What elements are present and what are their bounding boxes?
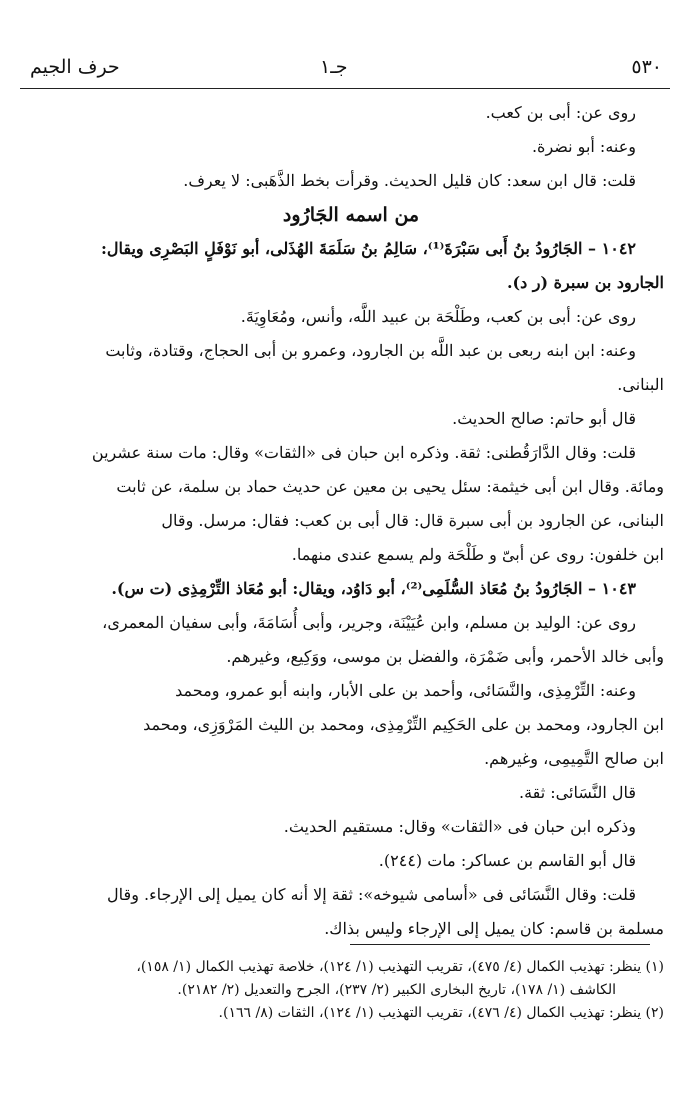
narrators-1043-line3: ابن صالح التَّمِيمِى، وغيرهم.	[484, 749, 664, 768]
section-heading: من اسمه الجَارُود	[282, 204, 420, 226]
abu-hatim-1042: قال أبو حاتم: صالح الحديث.	[452, 409, 636, 428]
ibn-hibban-1043: وذكره ابن حبان فى «الثقات» وقال: مستقيم الحديث.	[283, 817, 636, 836]
header-rule	[20, 88, 670, 89]
narrators-1043-line2: ابن الجارود، ومحمد بن على الحَكِيم التِّرْمِذِى، ومحمد بن الليث المَرْوَزِى، ومحمد	[143, 715, 664, 734]
entry-1042-title-line2: الجارود بن سبرة (ر د).	[506, 273, 664, 292]
note-1043-line1: قلت: وقال النَّسَائى فى «أسامى شيوخه»: ثقة إلا أنه كان يميل إلى الإرجاء. وقال	[107, 885, 636, 904]
footnote-1-line2: الكاشف (١/ ١٧٨)، تاريخ البخارى الكبير (٢/ ٢٣٧)، الجرح والتعديل (٢/ ٢١٨٢).	[177, 982, 616, 998]
note-1041: قلت: قال ابن سعد: كان قليل الحديث. وقرأت بخط الذَّهَبى: لا يعرف.	[183, 171, 636, 190]
nasai-1043: قال النَّسَائى: ثقة.	[518, 783, 636, 802]
ibn-asakir-1043: قال أبو القاسم بن عساكر: مات (٢٤٤).	[378, 851, 636, 870]
footnote-2: (٢) ينظر: تهذيب الكمال (٤/ ٤٧٦)، تقريب التهذيب (١/ ١٢٤)، الثقات (٨/ ١٦٦).	[218, 1005, 664, 1021]
footnote-rule	[350, 944, 650, 945]
page-number: ٥٣٠	[631, 56, 662, 78]
footnotes	[22, 956, 664, 1025]
running-header	[20, 50, 670, 86]
narrators-1041: وعنه: أبو نضرة.	[531, 137, 636, 156]
footnote-1-line1: (١) ينظر: تهذيب الكمال (٤/ ٤٧٥)، تقريب التهذيب (١/ ١٢٤)، خلاصة تهذيب الكمال (١/ ١٥٨)،	[136, 959, 664, 975]
note-1042-line2: ومائة. وقال ابن أبى خيثمة: سئل يحيى بن معين عن حديث حماد بن سلمة، عن ثابت	[116, 477, 664, 496]
note-1042-line1: قلت: وقال الدَّارَقُطنى: ثقة. وذكره ابن حبان فى «الثقات» وقال: مات سنة عشرين	[91, 443, 636, 462]
entry-1043-title: ١٠٤٣ – الجَارُودُ بنُ مُعَاذ السُّلَمِى⁽²⁾، أبو دَاوُد، ويقال: أبو مُعَاذ التِّرْمِذِى (ت س).	[111, 579, 636, 598]
narrators-1042-line1: وعنه: ابن ابنه ربعى بن عبد اللَّه بن الجارود، وعمرو بن أبى الحجاج، وقتادة، وثابت	[105, 341, 636, 360]
narrators-1042-line2: البنانى.	[617, 375, 664, 394]
entry-1042-title-line1: ١٠٤٢ – الجَارُودُ بنُ أَبى سَبْرَةَ⁽¹⁾، سَالِمُ بنُ سَلَمَةَ الهُذَلى، أبو نَوْفَلٍ البَصْرِى ويقال:	[100, 239, 636, 258]
narrated-from-1041: روى عن: أبى بن كعب.	[485, 103, 636, 122]
narrated-from-1043-line2: وأبى خالد الأحمر، وأبى ضَمْرَة، والفضل بن موسى، ووَكِيع، وغيرهم.	[226, 647, 664, 666]
note-1042-line4: ابن خلفون: روى عن أبىّ و طَلْحَة ولم يسمع عندى منهما.	[291, 545, 664, 564]
section-label: حرف الجيم	[30, 56, 120, 78]
volume-label: جـ١	[320, 56, 348, 78]
note-1043-line2: مسلمة بن قاسم: كان يميل إلى الإرجاء وليس بذاك.	[324, 919, 664, 938]
narrated-from-1042: روى عن: أبى بن كعب، وطَلْحَة بن عبيد اللَّه، وأنس، ومُعَاوِيَةَ.	[240, 307, 636, 326]
note-1042-line3: البنانى، عن الجارود بن أبى سبرة قال: قال أبى بن كعب: فقال: مرسل. وقال	[161, 511, 664, 530]
narrated-from-1043-line1: روى عن: الوليد بن مسلم، وابن عُيَيْنَة، وجرير، وأبى أُسَامَةَ، وأبى سفيان المعمرى،	[102, 613, 636, 632]
narrators-1043-line1: وعنه: التِّرْمِذِى، والنَّسَائى، وأحمد بن على الأبار، وابنه أبو عمرو، ومحمد	[175, 681, 636, 700]
main-text	[38, 96, 664, 946]
